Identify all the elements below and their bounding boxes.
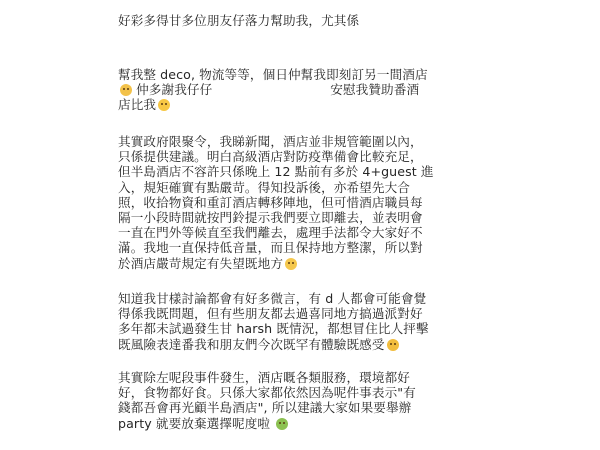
text-line: 好，食物都好食。只係大家都依然因為呢件事表示"有	[118, 385, 416, 401]
text-line: 既風險表達番我和朋友們今次既罕有體驗既感受	[118, 337, 490, 352]
tears-of-joy-icon	[120, 84, 132, 96]
paragraph-thanks	[118, 13, 490, 28]
sad-face-icon	[387, 339, 399, 351]
grin-icon	[158, 99, 170, 111]
text-line: 好彩多得甘多位朋友仔落力幫助我，尤其係	[118, 13, 360, 28]
text-line: 於酒店嚴苛規定有失望既地方	[118, 256, 490, 271]
text-line: 其實政府限聚令，我睇新聞，酒店並非規管範圍以內，	[118, 134, 423, 149]
text-line: 錢都吾會再光顧半島酒店", 所以建議大家如果要舉辦	[118, 400, 412, 416]
text-line: 入，規矩確實有點嚴苛。得知投訴後，亦希望先大合	[118, 179, 410, 195]
text-line: 得係我既問題，但有些朋友都去過喜同地方搞過派對好	[118, 306, 423, 322]
text-line: 知道我甘樣討論都會有好多微言，有 d 人都會可能會覺	[118, 291, 427, 306]
nauseated-face-icon	[276, 418, 288, 430]
text-line: party 就要放棄選擇呢度啦	[118, 416, 490, 431]
text-line: 一直在門外等候直至我們離去，處理手法都令大家好不	[118, 225, 423, 241]
text-line: 照，收拾物資和重訂酒店轉移陣地，但可惜酒店職員每	[118, 194, 423, 210]
text-line: 幫我整 deco, 物流等等，個日仲幫我即刻訂另一間酒店	[118, 67, 428, 82]
text-line: 其實除左呢段事件發生，酒店嘅各類服務，環境都好	[118, 370, 410, 385]
paragraph-conclusion	[118, 370, 490, 431]
paragraph-discussion	[118, 291, 490, 352]
shy-smile-icon	[285, 258, 297, 270]
text-line: 滿。我地一直保持低音量，而且保持地方整潔，所以對	[118, 240, 423, 256]
text-line: 多年都未試過發生甘 harsh 既情況，都想冒住比人抨擊	[118, 321, 429, 337]
text-line: 店比我	[118, 97, 490, 112]
paragraph-complaint	[118, 134, 490, 271]
text-line: 只係提供建議。明白高級酒店對防疫準備會比較充足，	[118, 149, 423, 165]
text-line: 仲多謝我仔仔 安慰我贊助番酒	[118, 82, 490, 97]
text-line: 隔一小段時間就按門鈴提示我們要立即離去，並表明會	[118, 210, 423, 226]
text-line: 但半島酒店不容許只係晚上 12 點前有多於 4+guest 進	[118, 164, 434, 180]
paragraph-helpers	[118, 67, 490, 113]
